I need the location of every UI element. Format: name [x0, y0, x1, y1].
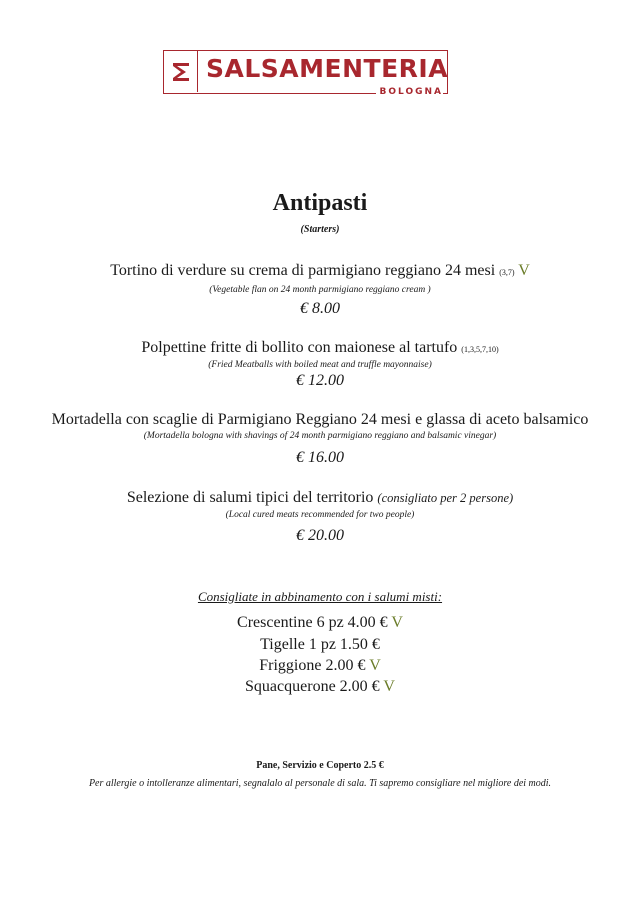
- dish-name: [0, 489, 640, 507]
- dish-name: [0, 411, 640, 429]
- dish-price: € 8.00: [300, 300, 340, 317]
- dish-translation: (Vegetable flan on 24 month parmigiano reggiano cream ): [209, 285, 431, 295]
- allergen-codes: (1,3,5,7,10): [461, 345, 499, 354]
- s-monogram-icon: [164, 51, 198, 92]
- dish-translation: (Mortadella bologna with shavings of 24 month parmigiano reggiano and balsamic vinegar): [143, 431, 497, 441]
- pairing-text: Tigelle 1 pz 1.50 €: [260, 636, 380, 653]
- vegetarian-badge: V: [391, 614, 403, 631]
- pairing-text: Crescentine 6 pz 4.00 €: [237, 614, 388, 631]
- dish-price: € 16.00: [296, 449, 344, 466]
- section-subtitle: (Starters): [300, 224, 340, 235]
- vegetarian-badge: V: [383, 678, 395, 695]
- allergy-notice: Per allergie o intolleranze alimentari, segnalalo al personale di sala. Ti sapremo consigliare nel migliore dei modi.: [88, 778, 552, 789]
- dish-translation: (Local cured meats recommended for two people): [225, 510, 415, 520]
- pairing-text: Friggione 2.00 €: [259, 657, 366, 674]
- pairing-text: Squacquerone 2.00 €: [245, 678, 380, 695]
- dish-note: (consigliato per 2 persone): [377, 491, 514, 505]
- section-title: Antipasti: [272, 190, 368, 216]
- dish-translation: (Fried Meatballs with boiled meat and truffle mayonnaise): [208, 360, 432, 370]
- cover-charge: Pane, Servizio e Coperto 2.5 €: [256, 760, 384, 771]
- dish-name: [0, 262, 640, 280]
- vegetarian-badge: V: [518, 262, 530, 279]
- vegetarian-badge: V: [369, 657, 381, 674]
- logo-name: SALSAMENTERIA: [206, 54, 449, 83]
- dish-name-text: Mortadella con scaglie di Parmigiano Reggiano 24 mesi e glassa di aceto balsamico: [51, 411, 589, 428]
- pairing-item: [0, 614, 640, 632]
- dish-name-text: Selezione di salumi tipici del territorio: [126, 489, 374, 506]
- pairing-item: [0, 678, 640, 696]
- pairings-heading: Consigliate in abbinamento con i salumi misti:: [197, 589, 443, 604]
- restaurant-logo: [163, 50, 455, 100]
- dish-name-text: Tortino di verdure su crema di parmigiano reggiano 24 mesi: [110, 262, 496, 279]
- pairing-item: [0, 636, 640, 654]
- dish-name-text: Polpettine fritte di bollito con maionese al tartufo: [141, 339, 458, 356]
- pairing-item: [0, 657, 640, 675]
- dish-name: [0, 339, 640, 357]
- logo-city: BOLOGNA: [376, 87, 443, 97]
- allergen-codes: (3,7): [499, 268, 515, 277]
- dish-price: € 12.00: [296, 372, 344, 389]
- dish-price: € 20.00: [296, 527, 344, 544]
